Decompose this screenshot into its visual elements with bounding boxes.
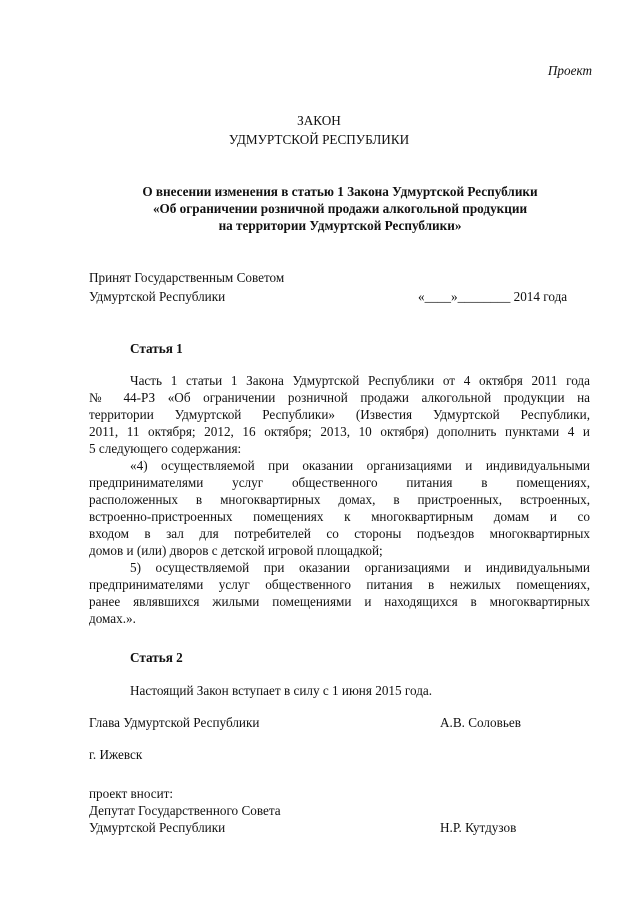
draft-label: Проект (547, 63, 592, 78)
article-1-line: домов и (или) дворов с детской игровой площадкой; (89, 543, 383, 558)
article-1-line: «4) осуществляемой при оказании организациями и индивидуальными (130, 458, 590, 473)
law-title: ЗАКОН (297, 113, 341, 128)
article-1-line: территории Удмуртской Республики» (Известия Удмуртской Республики, (89, 407, 590, 422)
law-heading-line: «Об ограничении розничной продажи алкогольной продукции (152, 201, 528, 216)
adoption-line: Удмуртской Республики (89, 289, 226, 304)
law-subtitle: УДМУРТСКОЙ РЕСПУБЛИКИ (228, 132, 410, 147)
city: г. Ижевск (89, 747, 143, 762)
submitter-name: Н.Р. Кутдузов (440, 820, 517, 835)
article-1-line: ранее являвшихся жилыми помещениями и находящихся в многоквартирных (89, 594, 590, 609)
article-2-text: Настоящий Закон вступает в силу с 1 июня 2015 года. (130, 683, 433, 698)
article-1-line: 2011, 11 октября; 2012, 16 октября; 2013, 10 октября) дополнить пунктами 4 и (89, 424, 590, 439)
article-1-title: Статья 1 (130, 341, 183, 356)
article-1-line: предпринимателями услуг общественного питания в помещениях, (89, 475, 590, 490)
article-1-line: входом в зал для потребителей со стороны подъездов многоквартирных (89, 526, 590, 541)
article-1-line: 5 следующего содержания: (89, 441, 242, 456)
signature-name: А.В. Соловьев (440, 715, 521, 730)
law-heading-line: на территории Удмуртской Республики» (218, 218, 462, 233)
adoption-line: Принят Государственным Советом (89, 270, 285, 285)
adoption-date: «____»________ 2014 года (418, 289, 568, 304)
article-1-line: предпринимателями услуг общественного питания в нежилых помещениях, (89, 577, 590, 592)
submitter-line: Удмуртской Республики (89, 820, 226, 835)
article-1-line: 5) осуществляемой при оказании организациями и индивидуальными (130, 560, 590, 575)
submitter-label: проект вносит: (89, 786, 174, 801)
article-1-line: расположенных в многоквартирных домах, в пристроенных, встроенных, (89, 492, 590, 507)
article-1-line: № 44-РЗ «Об ограничении розничной продажи алкогольной продукции на (89, 390, 590, 405)
signature-position: Глава Удмуртской Республики (89, 715, 260, 730)
article-1-line: Часть 1 статьи 1 Закона Удмуртской Республики от 4 октября 2011 года (130, 373, 590, 388)
article-1-line: встроенно-пристроенных помещениях к многоквартирным домам и со (89, 509, 590, 524)
law-heading-line: О внесении изменения в статью 1 Закона Удмуртской Республики (142, 184, 538, 199)
article-2-title: Статья 2 (130, 650, 183, 665)
submitter-line: Депутат Государственного Совета (89, 803, 281, 818)
article-1-line: домах.». (89, 611, 136, 626)
